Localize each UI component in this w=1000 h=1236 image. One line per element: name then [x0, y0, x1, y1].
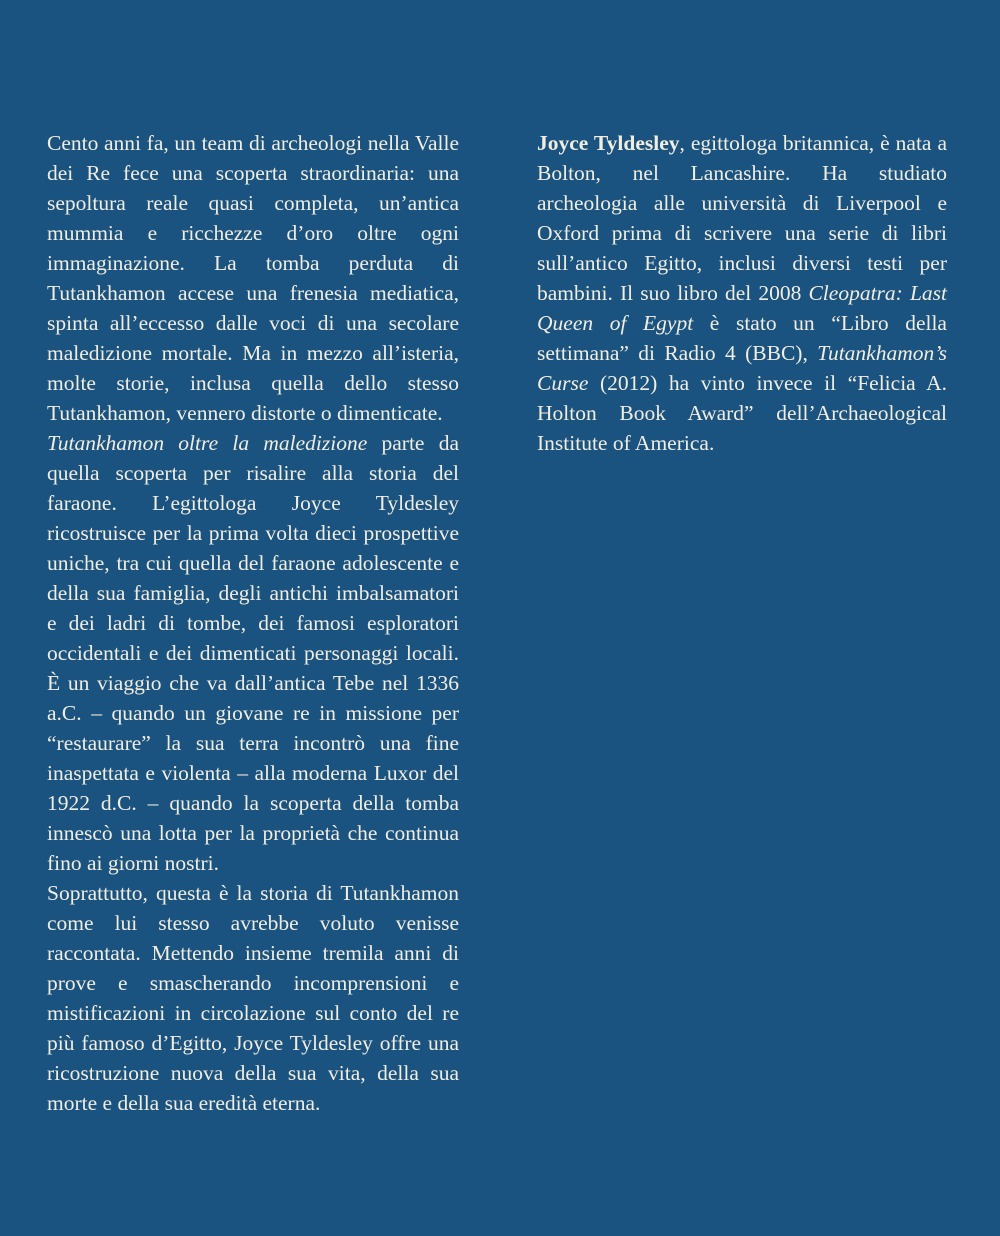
text-segment: Tutankhamon’s Curse: [537, 341, 947, 395]
text-segment: parte da quella scoperta per risalire alla storia del faraone. L’egittologa Joyce Tyldesley ricostruisce per la prima volta dieci prospettive uniche, tra cui quella del faraone adolescente e della sua famiglia, degli antichi imbalsamatori e dei ladri di tombe, dei famosi esploratori occidentali e dei dimenticati personaggi locali. È un viaggio che va dall’antica Tebe nel 1336 a.C. – quando un giovane re in missione per “restaurare” la sua terra incontrò una fine inaspettata e violenta – alla moderna Luxor del 1922 d.C. – quando la scoperta della tomba innescò una lotta per la proprietà che continua fino ai giorni nostri.: [47, 431, 460, 875]
text-segment: Cleopatra: Last Queen of Egypt: [537, 281, 947, 335]
book-description-column: [47, 128, 459, 1118]
text-segment: Joyce Tyldesley: [537, 131, 680, 155]
paragraph: [47, 428, 459, 878]
text-segment: (2012) ha vinto invece il “Felicia A. Holton Book Award” dell’Archaeological Institute of America.: [537, 371, 947, 455]
paragraph: [47, 878, 459, 1118]
text-segment: è stato un “Libro della settimana” di Radio 4 (BBC),: [537, 311, 947, 365]
text-segment: , egittologa britannica, è nata a Bolton, nel Lancashire. Ha studiato archeologia alle università di Liverpool e Oxford prima di scrivere una serie di libri sull’antico Egitto, inclusi diversi testi per bambini. Il suo libro del 2008: [537, 131, 947, 305]
author-bio-column: [537, 128, 947, 458]
paragraph: [537, 128, 947, 458]
text-segment: Tutankhamon oltre la maledizione: [47, 431, 368, 455]
text-segment: Cento anni fa, un team di archeologi nella Valle dei Re fece una scoperta straordinaria: una sepoltura reale quasi completa, un’antica mummia e ricchezze d’oro oltre ogni immaginazione. La tomba perduta di Tutankhamon accese una frenesia mediatica, spinta all’eccesso dalle voci di una secolare maledizione mortale. Ma in mezzo all’isteria, molte storie, inclusa quella dello stesso Tutankhamon, vennero distorte o dimenticate.: [47, 131, 459, 425]
paragraph: [47, 128, 459, 428]
text-segment: Soprattutto, questa è la storia di Tutankhamon come lui stesso avrebbe voluto venisse raccontata. Mettendo insieme tremila anni di prove e smascherando incomprensioni e mistificazioni in circolazione sul conto del re più famoso d’Egitto, Joyce Tyldesley offre una ricostruzione nuova della sua vita, della sua morte e della sua eredità eterna.: [47, 881, 459, 1115]
